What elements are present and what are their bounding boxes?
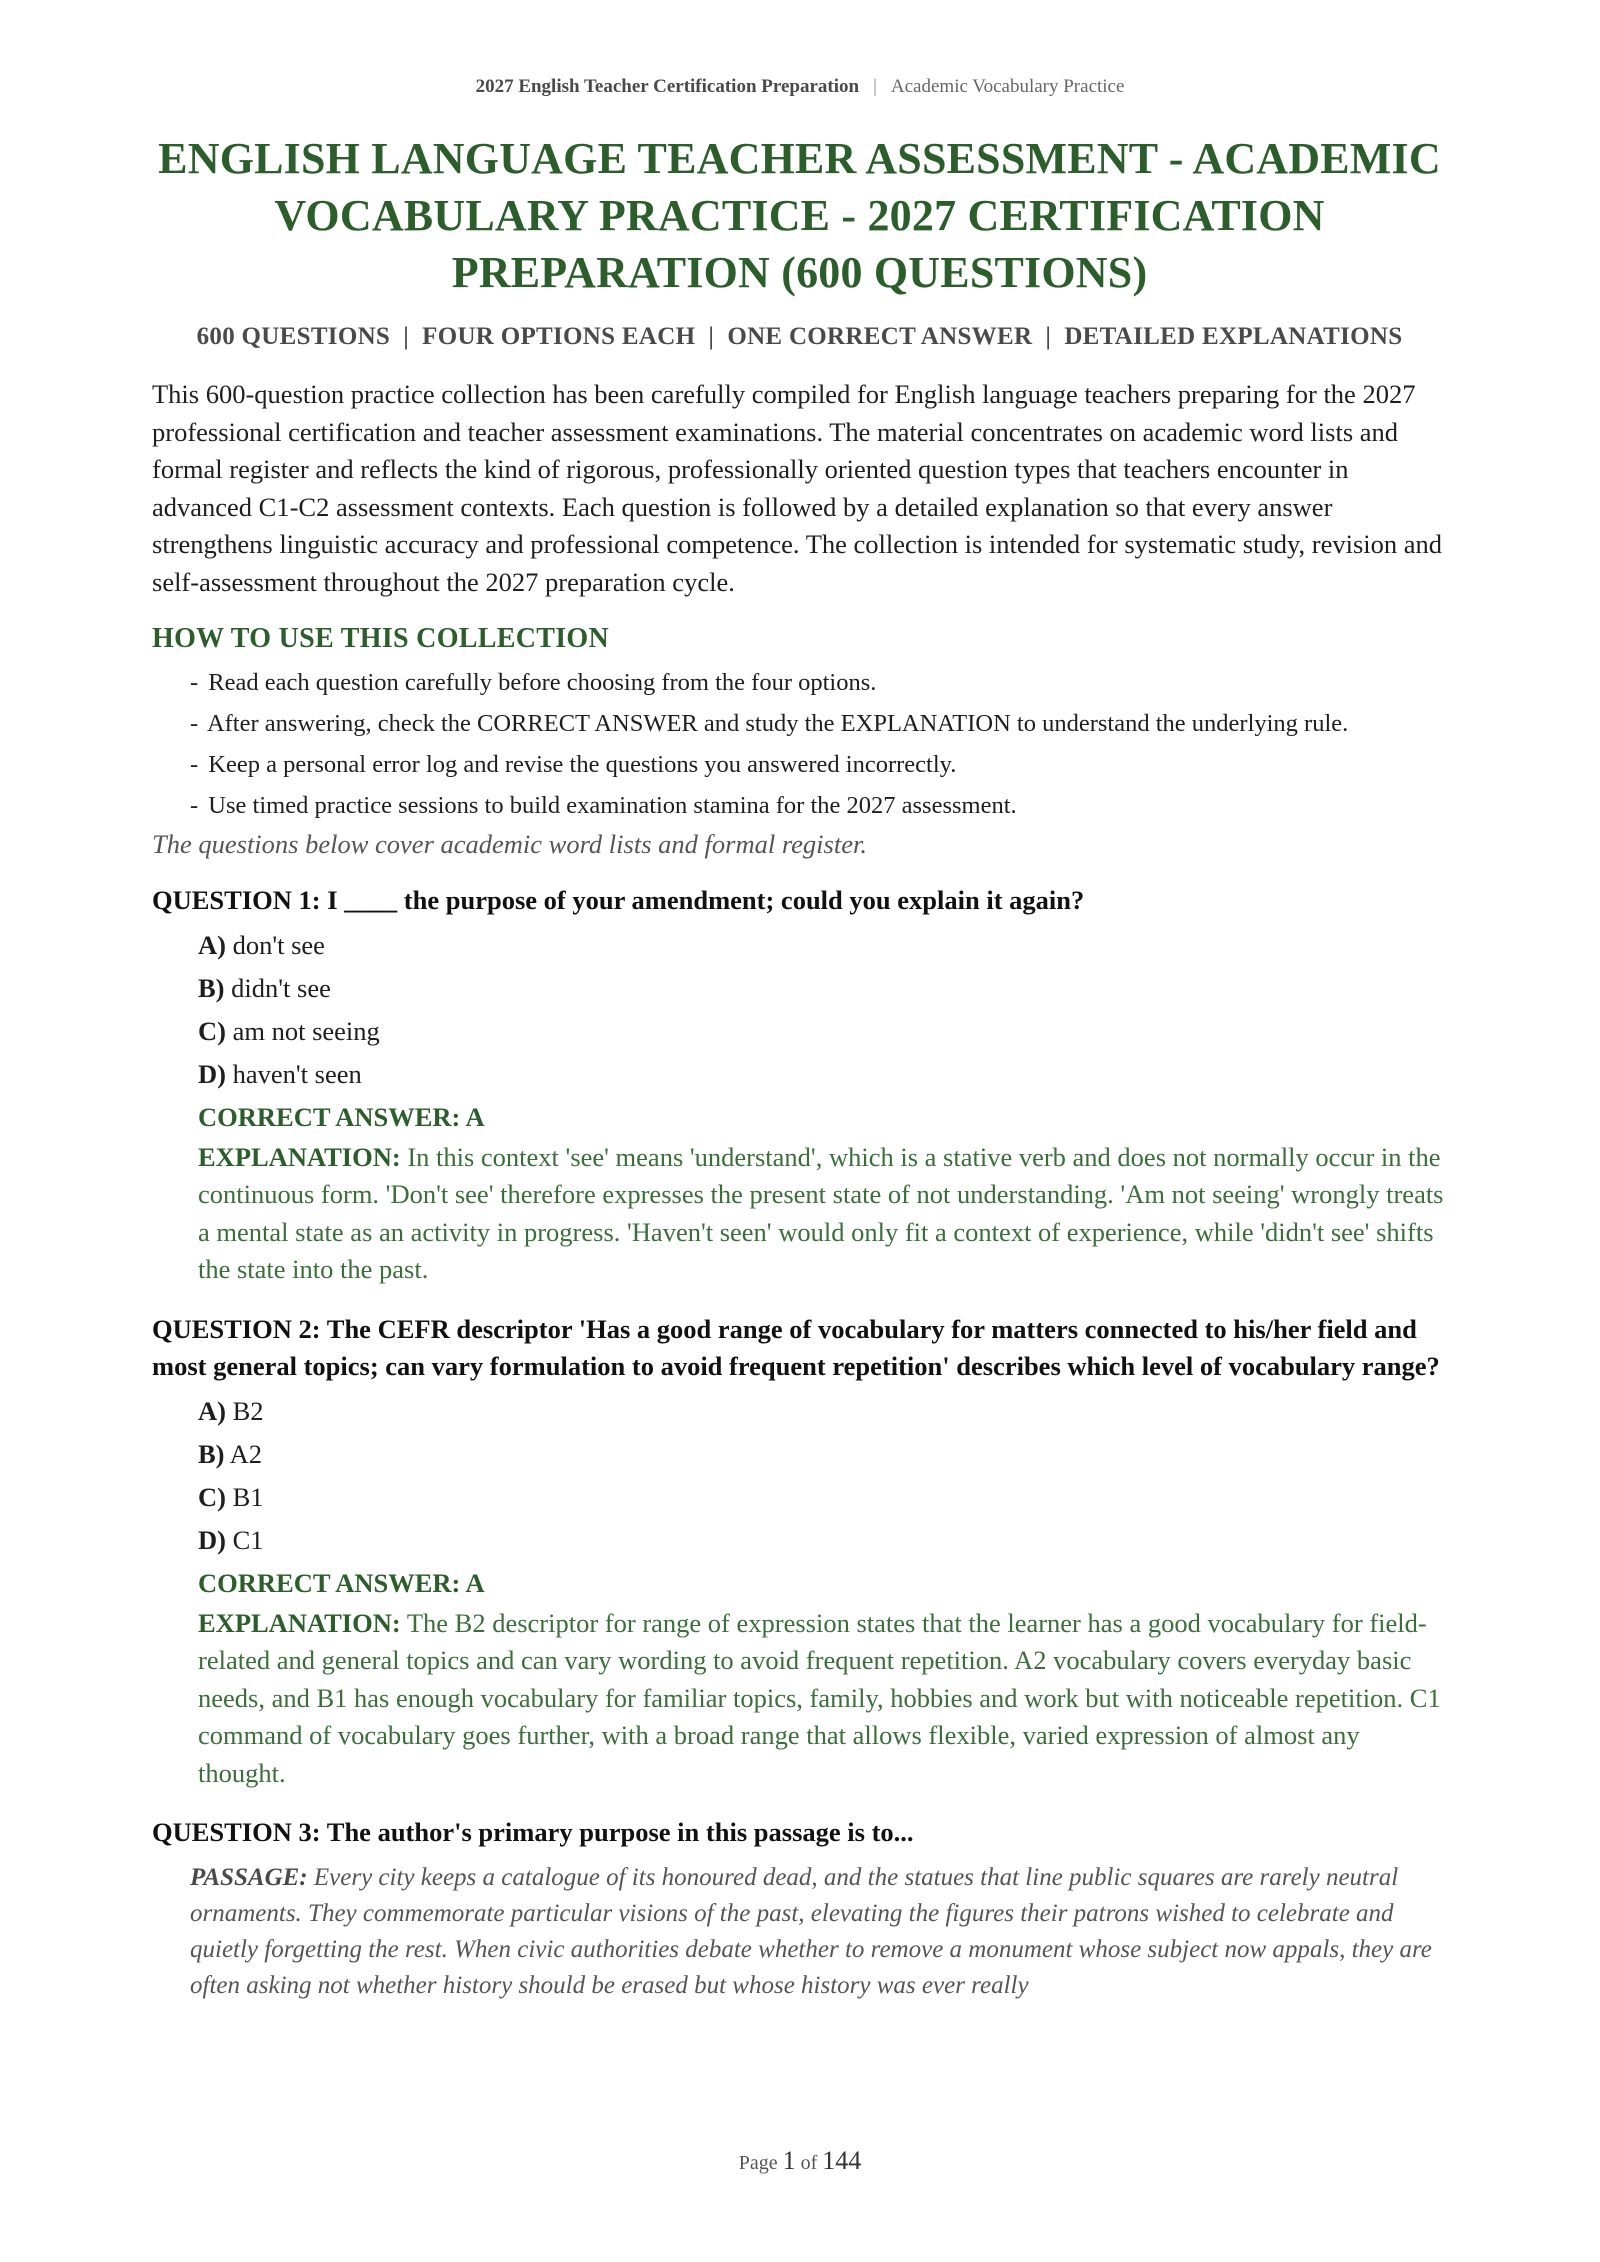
page-word: Page [738, 2152, 778, 2174]
option-text: don't see [232, 929, 325, 960]
option-letter: C) [198, 1015, 226, 1046]
header-separator: | [873, 76, 877, 97]
option-text: am not seeing [232, 1015, 380, 1046]
explanation-text: In this context 'see' means 'understand', which is a stative verb and does not normally occur in the continuous form. 'Don't see' therefore expresses the present state of not understanding. 'Am not seeing' wrongly treats a mental state as an activity in progress. 'Haven't seen' would only fit a context of experience, while 'didn't see' shifts the state into the past. [198, 1141, 1444, 1284]
option-a [198, 1390, 1447, 1433]
explanation-label: EXPLANATION: [198, 1607, 401, 1638]
document-title: ENGLISH LANGUAGE TEACHER ASSESSMENT - ACADEMIC VOCABULARY PRACTICE - 2027 CERTIFICATION PREPARATION (600 QUESTIONS) [158, 134, 1441, 297]
header-right-text: Academic Vocabulary Practice [890, 76, 1125, 97]
page-footer [0, 2146, 1600, 2176]
instruction-item [190, 788, 1447, 823]
option-d [198, 1053, 1447, 1096]
instruction-item [190, 747, 1447, 782]
question-label: QUESTION 2: [152, 1313, 321, 1344]
option-d [198, 1519, 1447, 1562]
current-page-number: 1 [782, 2146, 796, 2175]
option-text: didn't see [231, 972, 331, 1003]
bullet-dash: - [190, 751, 199, 778]
header-left-text: 2027 English Teacher Certification Preparation [475, 76, 860, 97]
instruction-item [190, 665, 1447, 700]
reading-passage [190, 1860, 1447, 2004]
option-letter: A) [198, 929, 226, 960]
question-stem [152, 1814, 1447, 1852]
question-stem [152, 1311, 1447, 1386]
option-text: haven't seen [232, 1058, 362, 1089]
option-text: A2 [229, 1438, 263, 1469]
total-page-count: 144 [822, 2146, 862, 2175]
intro-paragraph: This 600-question practice collection has been carefully compiled for English language teachers preparing for the 2027 professional certification and teacher assessment examinations. The material concentrates on academic word lists and formal register and reflects the kind of rigorous, professionally oriented question types that teachers encounter in advanced C1-C2 assessment contexts. Each question is followed by a detailed explanation so that every answer strengthens linguistic accuracy and professional competence. The collection is intended for systematic study, revision and self-assessment throughout the 2027 preparation cycle. [152, 379, 1443, 597]
bullet-dash: - [190, 792, 199, 819]
question-text: The author's primary purpose in this passage is to... [326, 1817, 914, 1847]
option-letter: A) [198, 1395, 226, 1426]
question-text: The CEFR descriptor 'Has a good range of vocabulary for matters connected to his/her field and most general topics; can vary formulation to avoid frequent repetition' describes which level of vocabulary range? [152, 1313, 1440, 1381]
option-letter: B) [198, 972, 225, 1003]
option-b [198, 1433, 1447, 1476]
explanation [198, 1139, 1447, 1289]
instruction-text: After answering, check the CORRECT ANSWER and study the EXPLANATION to understand the underlying rule. [206, 710, 1349, 737]
answer-options [152, 924, 1447, 1096]
option-letter: D) [198, 1058, 226, 1089]
option-text: B1 [232, 1481, 264, 1512]
question-label: QUESTION 3: [152, 1817, 321, 1847]
option-c [198, 1010, 1447, 1053]
option-text: B2 [232, 1395, 264, 1426]
option-a [198, 924, 1447, 967]
instruction-text: Read each question carefully before choosing from the four options. [208, 669, 877, 696]
question-block [152, 882, 1447, 1289]
answer-options [152, 1390, 1447, 1562]
question-block [152, 1814, 1447, 2004]
instruction-text: Use timed practice sessions to build examination stamina for the 2027 assessment. [208, 792, 1017, 819]
bullet-dash: - [190, 669, 199, 696]
option-c [198, 1476, 1447, 1519]
page-content [152, 130, 1447, 2004]
option-letter: B) [198, 1438, 225, 1469]
passage-label: PASSAGE: [190, 1863, 308, 1891]
option-text: C1 [232, 1524, 264, 1555]
document-subtitle: 600 QUESTIONS | FOUR OPTIONS EACH | ONE CORRECT ANSWER | DETAILED EXPLANATIONS [196, 323, 1403, 350]
instructions-list [152, 665, 1447, 823]
correct-answer: CORRECT ANSWER: A [198, 1101, 485, 1132]
of-word: of [800, 2152, 818, 2174]
question-label: QUESTION 1: [152, 885, 321, 915]
question-block [152, 1311, 1447, 1793]
option-letter: D) [198, 1524, 226, 1555]
explanation [198, 1605, 1447, 1793]
collection-note: The questions below cover academic word lists and formal register. [152, 829, 867, 859]
question-stem [152, 882, 1447, 920]
correct-answer: CORRECT ANSWER: A [198, 1567, 485, 1598]
option-b [198, 967, 1447, 1010]
question-text: I ____ the purpose of your amendment; could you explain it again? [327, 885, 1085, 915]
explanation-text: The B2 descriptor for range of expression states that the learner has a good vocabulary for field-related and general topics and can vary wording to avoid frequent repetition. A2 vocabulary covers everyday basic needs, and B1 has enough vocabulary for familiar topics, family, hobbies and work but with noticeable repetition. C1 command of vocabulary goes further, with a broad range that allows flexible, varied expression of almost any thought. [198, 1607, 1441, 1788]
instruction-item [190, 706, 1447, 741]
instruction-text: Keep a personal error log and revise the questions you answered incorrectly. [208, 751, 957, 778]
running-header [0, 76, 1600, 98]
how-to-use-heading: HOW TO USE THIS COLLECTION [152, 623, 610, 654]
bullet-dash: - [190, 710, 199, 737]
explanation-label: EXPLANATION: [198, 1141, 401, 1172]
option-letter: C) [198, 1481, 226, 1512]
passage-text: Every city keeps a catalogue of its honoured dead, and the statues that line public squares are rarely neutral ornaments. They commemorate particular visions of the past, elevating the figures their patrons wished to celebrate and quietly forgetting the rest. When civic authorities debate whether to remove a monument whose subject now appals, they are often asking not whether history should be erased but whose history was ever really [190, 1863, 1432, 1999]
